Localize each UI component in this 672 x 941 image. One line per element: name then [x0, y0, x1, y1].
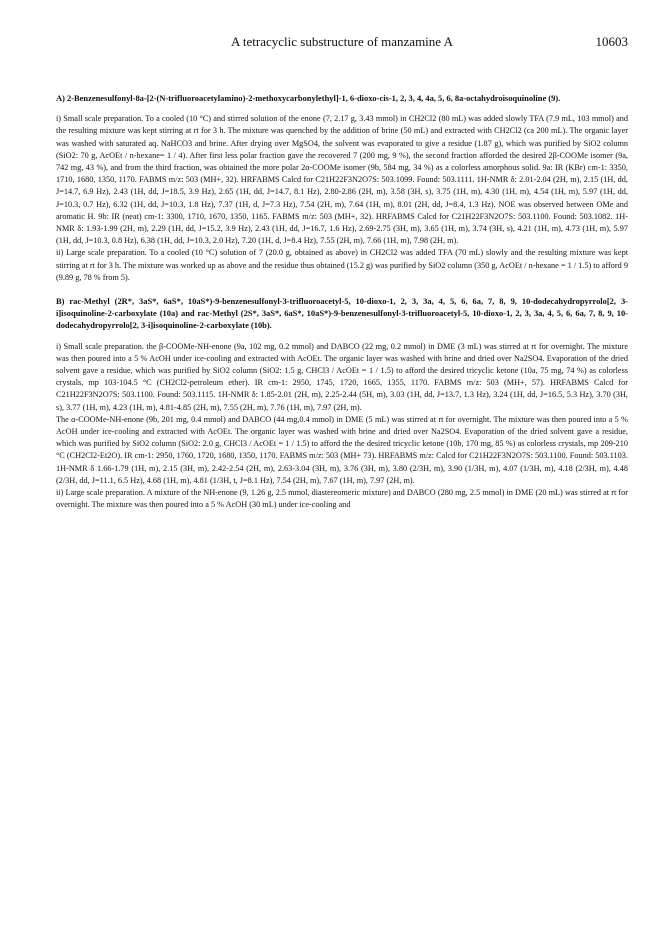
running-title: A tetracyclic substructure of manzamine A	[230, 34, 453, 49]
section-a-small-scale-paragraph: i) Small scale preparation. To a cooled (10 °C) and stirred solution of the enone (7, 2.17 g, 3.43 mmol) in CH2Cl2 (80 mL) was added slowly TFA (7.9 mL, 103 mmol) and the resulting mixture was kept stirring at rt for 3 h. The mixture was quenched by the addition of brine (50 mL) and extracted with CH2Cl2 (ca 200 mL). The organic layer was washed with saturated aq. NaHCO3 and brine. After drying over MgSO4, the solvent was evaporated to give a residue (1.87 g), which was purified by SiO2 column (SiO2: 70 g, AcOEt / n-hexane= 1 / 4). After first less polar fraction gave the recovered 7 (200 mg, 9 %), the second fraction afforded the desired 2β-COOMe isomer (9a, 742 mg, 43 %), and from the third fraction, was obtained the more polar 2α-COOMe isomer (9b, 584 mg, 34 %) as a colorless amorphous solid. 9a: IR (KBr) cm-1: 3350, 1710, 1680, 1350, 1170. FABMS m/z: 503 (MH+, 32). HRFABMS Calcd for C21H22F3N2O7S: 503.1099. Found: 503.1111. 1H-NMR δ: 2.01-2.04 (2H, m), 2.15 (1H, dd, J=14.7, 6.9 Hz), 2.43 (1H, dd, J=18.5, 3.9 Hz), 2.65 (1H, dd, J=14.7, 8.1 Hz), 2.80-2.86 (2H, m), 3.58 (3H, s), 3.75 (1H, m), 4.30 (1H, m), 4.54 (1H, m), 5.97 (1H, dd, J=10.3, 0.7 Hz), 6.32 (1H, dd, J=10.3, 1.8 Hz), 7.37 (1H, d, J=7.3 Hz), 7.54 (2H, m), 7.64 (1H, m), 8.01 (2H, dd, J=8.4, 1.3 Hz). NOE was observed between OMe and aromatic H. 9b: IR (neat) cm-1: 3300, 1710, 1670, 1350, 1165. FABMS m/z: 503 (MH+, 32). HRFABMS Calcd for C21H22F3N2O7S: 503.1100. Found: 503.1082. 1H-NMR δ: 1.93-1.99 (2H, m), 2.29 (1H, dd, J=15.2, 3.9 Hz), 2.43 (1H, dd, J=16.7, 1.6 Hz), 2.69-2.75 (3H, m), 3.65 (1H, m), 3.74 (3H, s), 4.21 (1H, m), 4.73 (1H, m), 5.97 (1H, dd, J=10.3, 0.8 Hz), 6.38 (1H, dd, J=10.3, 2.0 Hz), 7.20 (1H, d, J=8.4 Hz), 7.55 (2H, m), 7.66 (1H, m), 7.98 (2H, m).	[56, 114, 628, 246]
section-b-small-scale-paragraph: i) Small scale preparation. the β-COOMe-NH-enone (9a, 102 mg, 0.2 mmol) and DABCO (22 mg, 0.2 mmol) in DME (3 mL) was stirred at rt for overnight. The mixture was then poured into a 5 % AcOH under ice-cooling and extracted with AcOEt. The organic layer was washed with brine and dried over Na2SO4. Evaporation of the dried solvent gave a residue, which was purified by SiO2 column (SiO2: 1.5 g, CHCl3 / AcOEt = 1 / 1.5) to afford the desired tricyclic ketone (10a, 75 mg, 74 %) as colorless crystals, mp 103-104.5 °C (CH2Cl2-petroleum ether). IR cm-1: 2950, 1745, 1720, 1665, 1355, 1170. FABMS m/z: 503 (MH+, 57). HRFABMS Calcd for C21H22F3N2O7S: 503.1100. Found: 503.1115. 1H-NMR δ: 1.85-2.01 (2H, m), 2.25-2.44 (5H, m), 3.03 (1H, dd, J=13.7, 1.3 Hz), 3.24 (1H, dd, J=16.5, 5.3 Hz), 3.70 (3H, s), 3.77 (1H, m), 4.23 (1H, m), 4.81-4.85 (2H, m), 7.55 (2H, m), 7.76 (1H, m), 7.97 (2H, m).	[56, 341, 628, 412]
experimental-section	[56, 92, 628, 512]
running-head	[56, 34, 628, 54]
section-b-large-scale-paragraph: ii) Large scale preparation. A mixture of the NH-enone (9, 1.26 g, 2.5 mmol, diastereomeric mixture) and DABCO (280 mg, 2.5 mmol) in DME (20 mL) was stirred at rt for overnight. The mixture was then poured into a 5 % AcOH (30 mL) under ice-cooling and	[56, 488, 628, 510]
section-b-heading: B) rac-Methyl (2R*, 3aS*, 6aS*, 10aS*)-9-benzenesulfonyl-3-trifluoroacetyl-5, 10-dioxo-1, 2, 3, 3a, 4, 5, 6, 6a, 7, 8, 9, 10-dodecahydropyrrolo[2, 3-i]isoquinoline-2-carboxylate (10a) and rac-Methyl (2S*, 3aS*, 6aS*, 10aS*)-9-benzenesulfonyl-3-trifluoroacetyl-5, 10-dioxo-1, 2, 3, 3a, 4, 5, 6, 6a, 7, 8, 9, 10-dodecahydropyrrolo[2, 3-i]isoquinoline-2-carboxylate (10b).	[56, 296, 628, 331]
section-a-large-scale-paragraph: ii) Large scale preparation. To a cooled (10 °C) solution of 7 (20.0 g, obtained as above) in CH2Cl2 was added TFA (70 mL) slowly and the resulting mixture was kept stirring at rt for 3 h. The mixture was worked up as above and the residue thus obtained (15.2 g) was purified by SiO2 column (350 g, AcOEt / n-hexane = 1 / 1.5) to afford 9 (9.89 g, 78 % from 5).	[56, 248, 628, 282]
section-b-alpha-isomer-paragraph: The α-COOMe-NH-enone (9b, 201 mg, 0.4 mmol) and DABCO (44 mg,0.4 mmol) in DME (5 mL) was stirred at rt for overnight. The mixture was then poured into a 5 % AcOH under ice-cooling and extracted with AcOEt. The organic layer was washed with brine and dried over Na2SO4. Evaporation of the dried solvent gave a residue, which was purified by SiO2 column (SiO2: 2.0 g, CHCl3 / AcOEt = 1 / 1.5) to afford the the desired tricyclic ketone (10b, 170 mg, 85 %) as colorless crystals, mp 209-210 °C (CH2Cl2-Et2O). IR cm-1: 2950, 1760, 1720, 1680, 1350, 1170. FABMS m/z: 503 (MH+ 73). HRFABMS m/z: Calcd for C21H22F3N2O7S: 503.1100. Found: 503.1103. 1H-NMR δ 1.66-1.79 (1H, m), 2.15 (3H, m), 2.42-2.54 (2H, m), 2.63-3.04 (3H, m), 3.76 (3H, m), 3.80 (2/3H, m), 3.90 (1/3H, m), 4.07 (1/3H, m), 4.18 (2/3H, m), 4.48 (2/3H, dd, J=11.1, 6.5 Hz), 4.68 (1H, m), 4.81 (1/3H, t, J=8.1 Hz), 7.54 (2H, m), 7.67 (1H, m), 7.97 (2H, m).	[56, 414, 628, 485]
section-gap	[56, 284, 628, 295]
page-number: 10603	[595, 34, 628, 49]
section-a-heading: A) 2-Benzenesulfonyl-8a-[2-(N-trifluoroacetylamino)-2-methoxycarbonylethyl]-1, 6-dioxo-cis-1, 2, 3, 4, 4a, 5, 6, 8a-octahydroisoquinoline (9).	[56, 93, 561, 103]
